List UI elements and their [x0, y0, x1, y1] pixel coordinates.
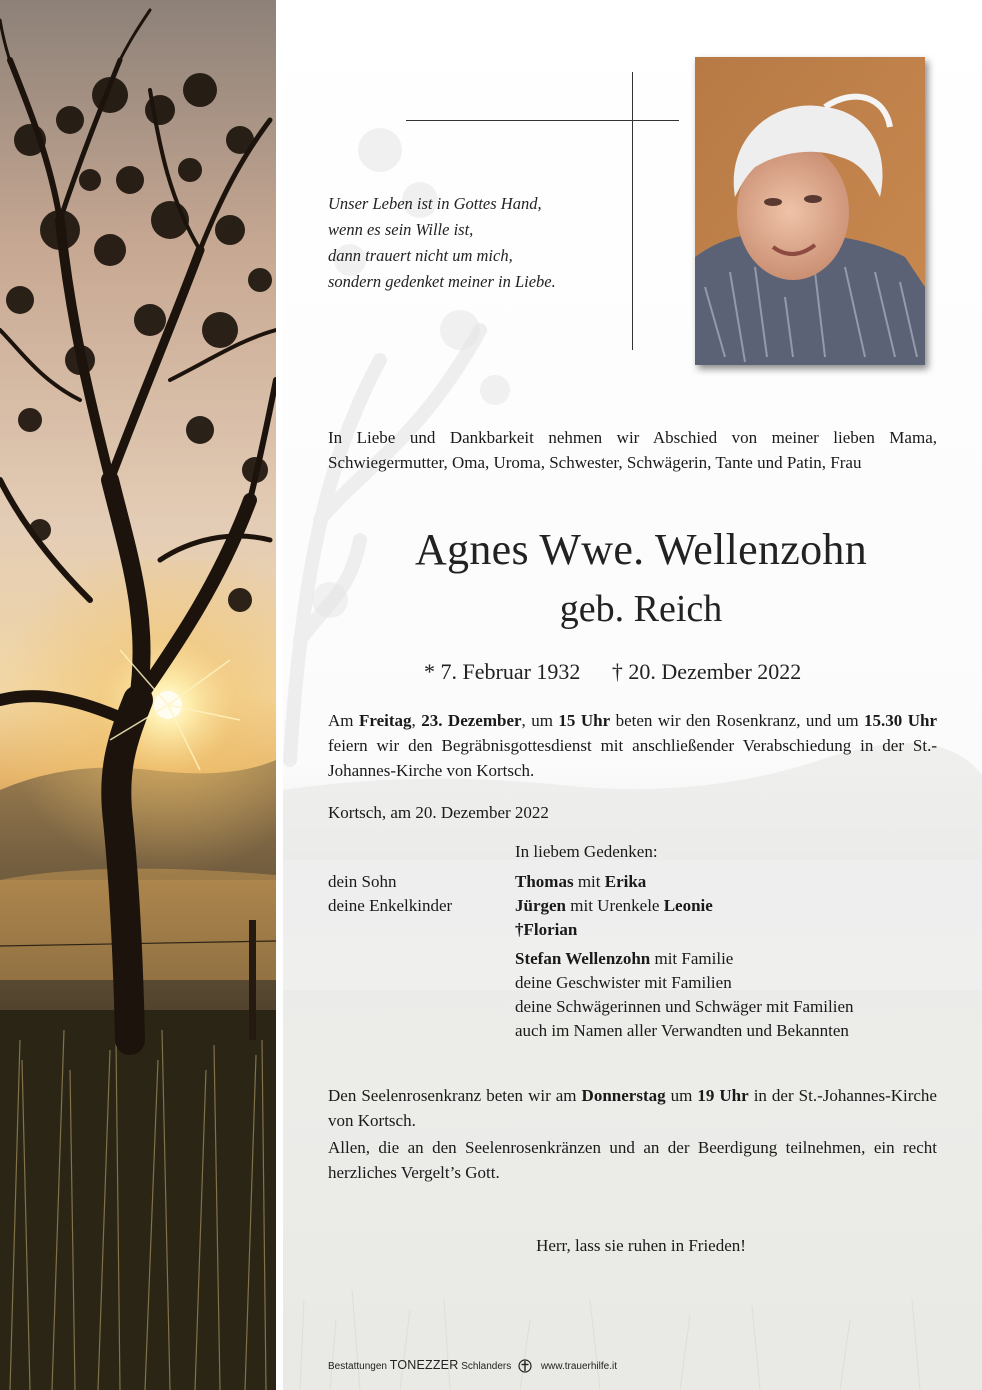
mourner-name: †Florian: [515, 920, 578, 939]
mourner-line: deine Schwägerinnen und Schwäger mit Familien: [515, 997, 854, 1016]
text-fragment: Am: [328, 711, 359, 730]
funeral-home-footer: [328, 1358, 617, 1374]
mass-time: 15.30 Uhr: [864, 711, 938, 730]
service-date: 23. Dezember: [421, 711, 522, 730]
farewell-text: Herr, lass sie ruhen in Frieden!: [536, 1236, 746, 1255]
text-fragment: beten wir den Rosenkranz, und um: [610, 711, 865, 730]
intro-text: In Liebe und Dankbarkeit nehmen wir Abschied von meiner lieben Mama, Schwiegermutter, Oma, Uroma, Schwester, Schwägerin, Tante und Patin, Frau: [328, 428, 937, 472]
birth-date: * 7. Februar 1932: [424, 659, 581, 684]
service-day: Freitag: [358, 711, 412, 730]
footer-prefix: Bestattungen: [328, 1361, 390, 1372]
memory-heading: In liebem Gedenken:: [515, 842, 658, 861]
poem-line: Unser Leben ist in Gottes Hand,: [328, 194, 542, 213]
mourner-name: Erika: [604, 872, 647, 891]
deceased-name: Agnes Wwe. Wellenzohn: [414, 525, 867, 574]
poem-line: dann trauert nicht um mich,: [328, 246, 513, 265]
mourner-line: auch im Namen aller Verwandten und Bekannten: [515, 1021, 849, 1040]
text-fragment: mit Familie: [650, 949, 734, 968]
text-fragment: in der St.-Johannes-Kirche von Kortsch.: [328, 1086, 937, 1130]
poem-line: sondern gedenket meiner in Liebe.: [328, 272, 556, 291]
relation-grandchildren: deine Enkelkinder: [328, 896, 453, 915]
thanks-text: Allen, die an den Seelenrosenkränzen und an der Beerdigung teilnehmen, ein recht herzliches Vergelt’s Gott.: [328, 1138, 937, 1182]
rosary-time: 19 Uhr: [697, 1086, 749, 1105]
funeral-service-notice: [328, 708, 937, 783]
mourner-name: Stefan Wellenzohn: [515, 949, 651, 968]
mourner-line: deine Geschwister mit Familien: [515, 973, 732, 992]
mourner-line: [515, 947, 945, 971]
text-fragment: um: [665, 1086, 698, 1105]
cross-horizontal-bar: [406, 120, 679, 121]
mourner-name: Leonie: [663, 896, 713, 915]
text-fragment: mit: [573, 872, 605, 891]
rosary-notice: [328, 1083, 937, 1133]
mourner-line: [515, 870, 945, 894]
mourner-name: Thomas: [515, 872, 574, 891]
mourners-list: [515, 870, 945, 1043]
life-dates: [424, 657, 884, 687]
memorial-poem: [328, 191, 618, 295]
place-and-date: Kortsch, am 20. Dezember 2022: [328, 803, 549, 822]
relation-labels: [328, 870, 508, 918]
footer-suffix: Schlanders: [458, 1361, 512, 1372]
trauerhilfe-link[interactable]: www.trauerhilfe.it: [540, 1361, 617, 1372]
rosary-day: Donnerstag: [581, 1086, 666, 1105]
poem-line: wenn es sein Wille ist,: [328, 220, 474, 239]
mourner-line: [515, 918, 945, 942]
mourner-line: [515, 894, 945, 918]
death-date: † 20. Dezember 2022: [611, 659, 802, 684]
mourner-name: Jürgen: [515, 896, 566, 915]
rosary-time: 15 Uhr: [558, 711, 611, 730]
text-fragment: ,: [411, 711, 422, 730]
text-fragment: mit Urenkele: [566, 896, 664, 915]
portrait-photo: [695, 57, 925, 365]
text-fragment: feiern wir den Begräbnisgottesdienst mit anschließender Verabschiedung in der St.-Johannes-Kirche von Kortsch.: [328, 736, 937, 780]
relation-son: dein Sohn: [328, 872, 397, 891]
trauerhilfe-logo-icon: [518, 1359, 532, 1373]
text-fragment: Den Seelenrosenkranz beten wir am: [328, 1086, 582, 1105]
text-fragment: , um: [521, 711, 559, 730]
funeral-home-brand: TONEZZER: [389, 1358, 459, 1372]
cross-vertical-bar: [632, 72, 633, 350]
maiden-name: geb. Reich: [559, 588, 723, 630]
